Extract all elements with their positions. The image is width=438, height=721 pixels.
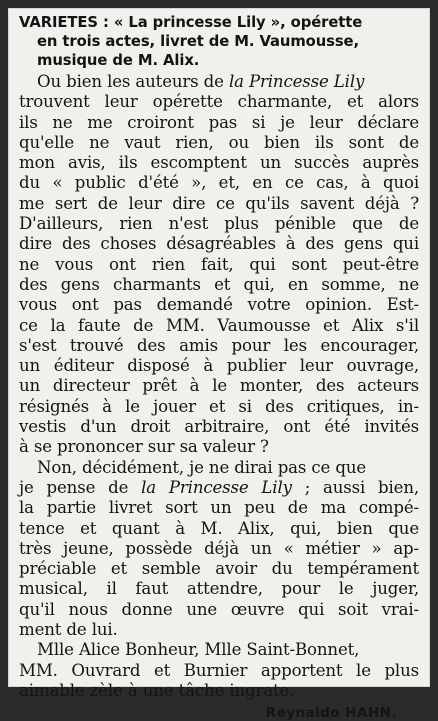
text-line: un éditeur disposé à publier leur ouvrage, — [19, 356, 419, 376]
text-line: ment de lui. — [19, 620, 118, 640]
text-line: à se prononcer sur sa valeur ? — [19, 437, 269, 457]
heading-line-2: en trois actes, livret de M. Vaumousse, — [37, 33, 360, 50]
text-line: me sert de leur dire ce qu'ils savent déjà ? — [19, 193, 419, 213]
title-italic: la Princesse Lily — [228, 72, 365, 91]
text-line: résignés à le jouer et si des critiques, in- — [19, 396, 419, 416]
text-line: D'ailleurs, rien n'est plus pénible que de — [19, 214, 419, 234]
text-line: mon avis, ils escomptent un succès auprès — [19, 153, 419, 173]
newspaper-clipping — [8, 8, 430, 721]
review-heading — [19, 13, 419, 70]
text-line — [19, 478, 419, 498]
text-line: MM. Ouvrard et Burnier apportent le plus — [19, 660, 419, 680]
text-line: ils ne me croiront pas si je leur déclare — [19, 112, 419, 132]
text-line: aimable zèle à une tâche ingrate. — [19, 680, 295, 700]
text-line — [19, 72, 419, 92]
text-line: Mlle Alice Bonheur, Mlle Saint-Bonnet, — [37, 640, 360, 660]
title-italic: la Princesse Lily — [141, 477, 292, 497]
text-line: Non, décidément, je ne dirai pas ce que — [37, 457, 367, 477]
text-run: ; aussi bien, — [291, 477, 419, 497]
paragraph-1 — [19, 72, 419, 458]
text-line: dire des choses désagréables à des gens qui — [19, 234, 419, 254]
text-line: un directeur prêt à le monter, des acteurs — [19, 376, 419, 396]
heading-line-3: musique de M. Alix. — [37, 52, 200, 69]
paragraph-3 — [19, 640, 419, 701]
text-line: qu'elle ne vaut rien, ou bien ils sont de — [19, 132, 419, 152]
text-line: vous ont pas demandé votre opinion. Est- — [19, 295, 419, 315]
text-line: qu'il nous donne une œuvre qui soit vrai- — [19, 599, 419, 619]
text-line: s'est trouvé des amis pour les encourager, — [19, 335, 419, 355]
text-line: ne vous ont rien fait, qui sont peut-être — [19, 254, 419, 274]
text-line: musical, il faut attendre, pour le juger, — [19, 579, 419, 599]
text-line: du « public d'été », et, en ce cas, à quoi — [19, 173, 419, 193]
text-line: la partie livret sort un peu de ma compé- — [19, 498, 419, 518]
heading-line-1: VARIETES : « La princesse Lily », opérette — [19, 14, 363, 31]
paragraph-2 — [19, 458, 419, 641]
text-line: préciable et semble avoir du tempérament — [19, 559, 419, 579]
text-line: des gens charmants et qui, en somme, ne — [19, 274, 419, 294]
text-line: trouvent leur opérette charmante, et alors — [19, 92, 419, 112]
text-run: je pense de — [19, 477, 142, 497]
author-signature: Reynaldo HAHN. — [265, 705, 397, 721]
text-line: tence et quant à M. Alix, qui, bien que — [19, 518, 419, 538]
text-line: vestis d'un droit arbitraire, ont été invités — [19, 417, 419, 437]
text-run: Ou bien les auteurs de — [37, 72, 229, 91]
text-line: ce la faute de MM. Vaumousse et Alix s'il — [19, 315, 419, 335]
text-line: très jeune, possède déjà un « métier » ap- — [19, 538, 419, 558]
